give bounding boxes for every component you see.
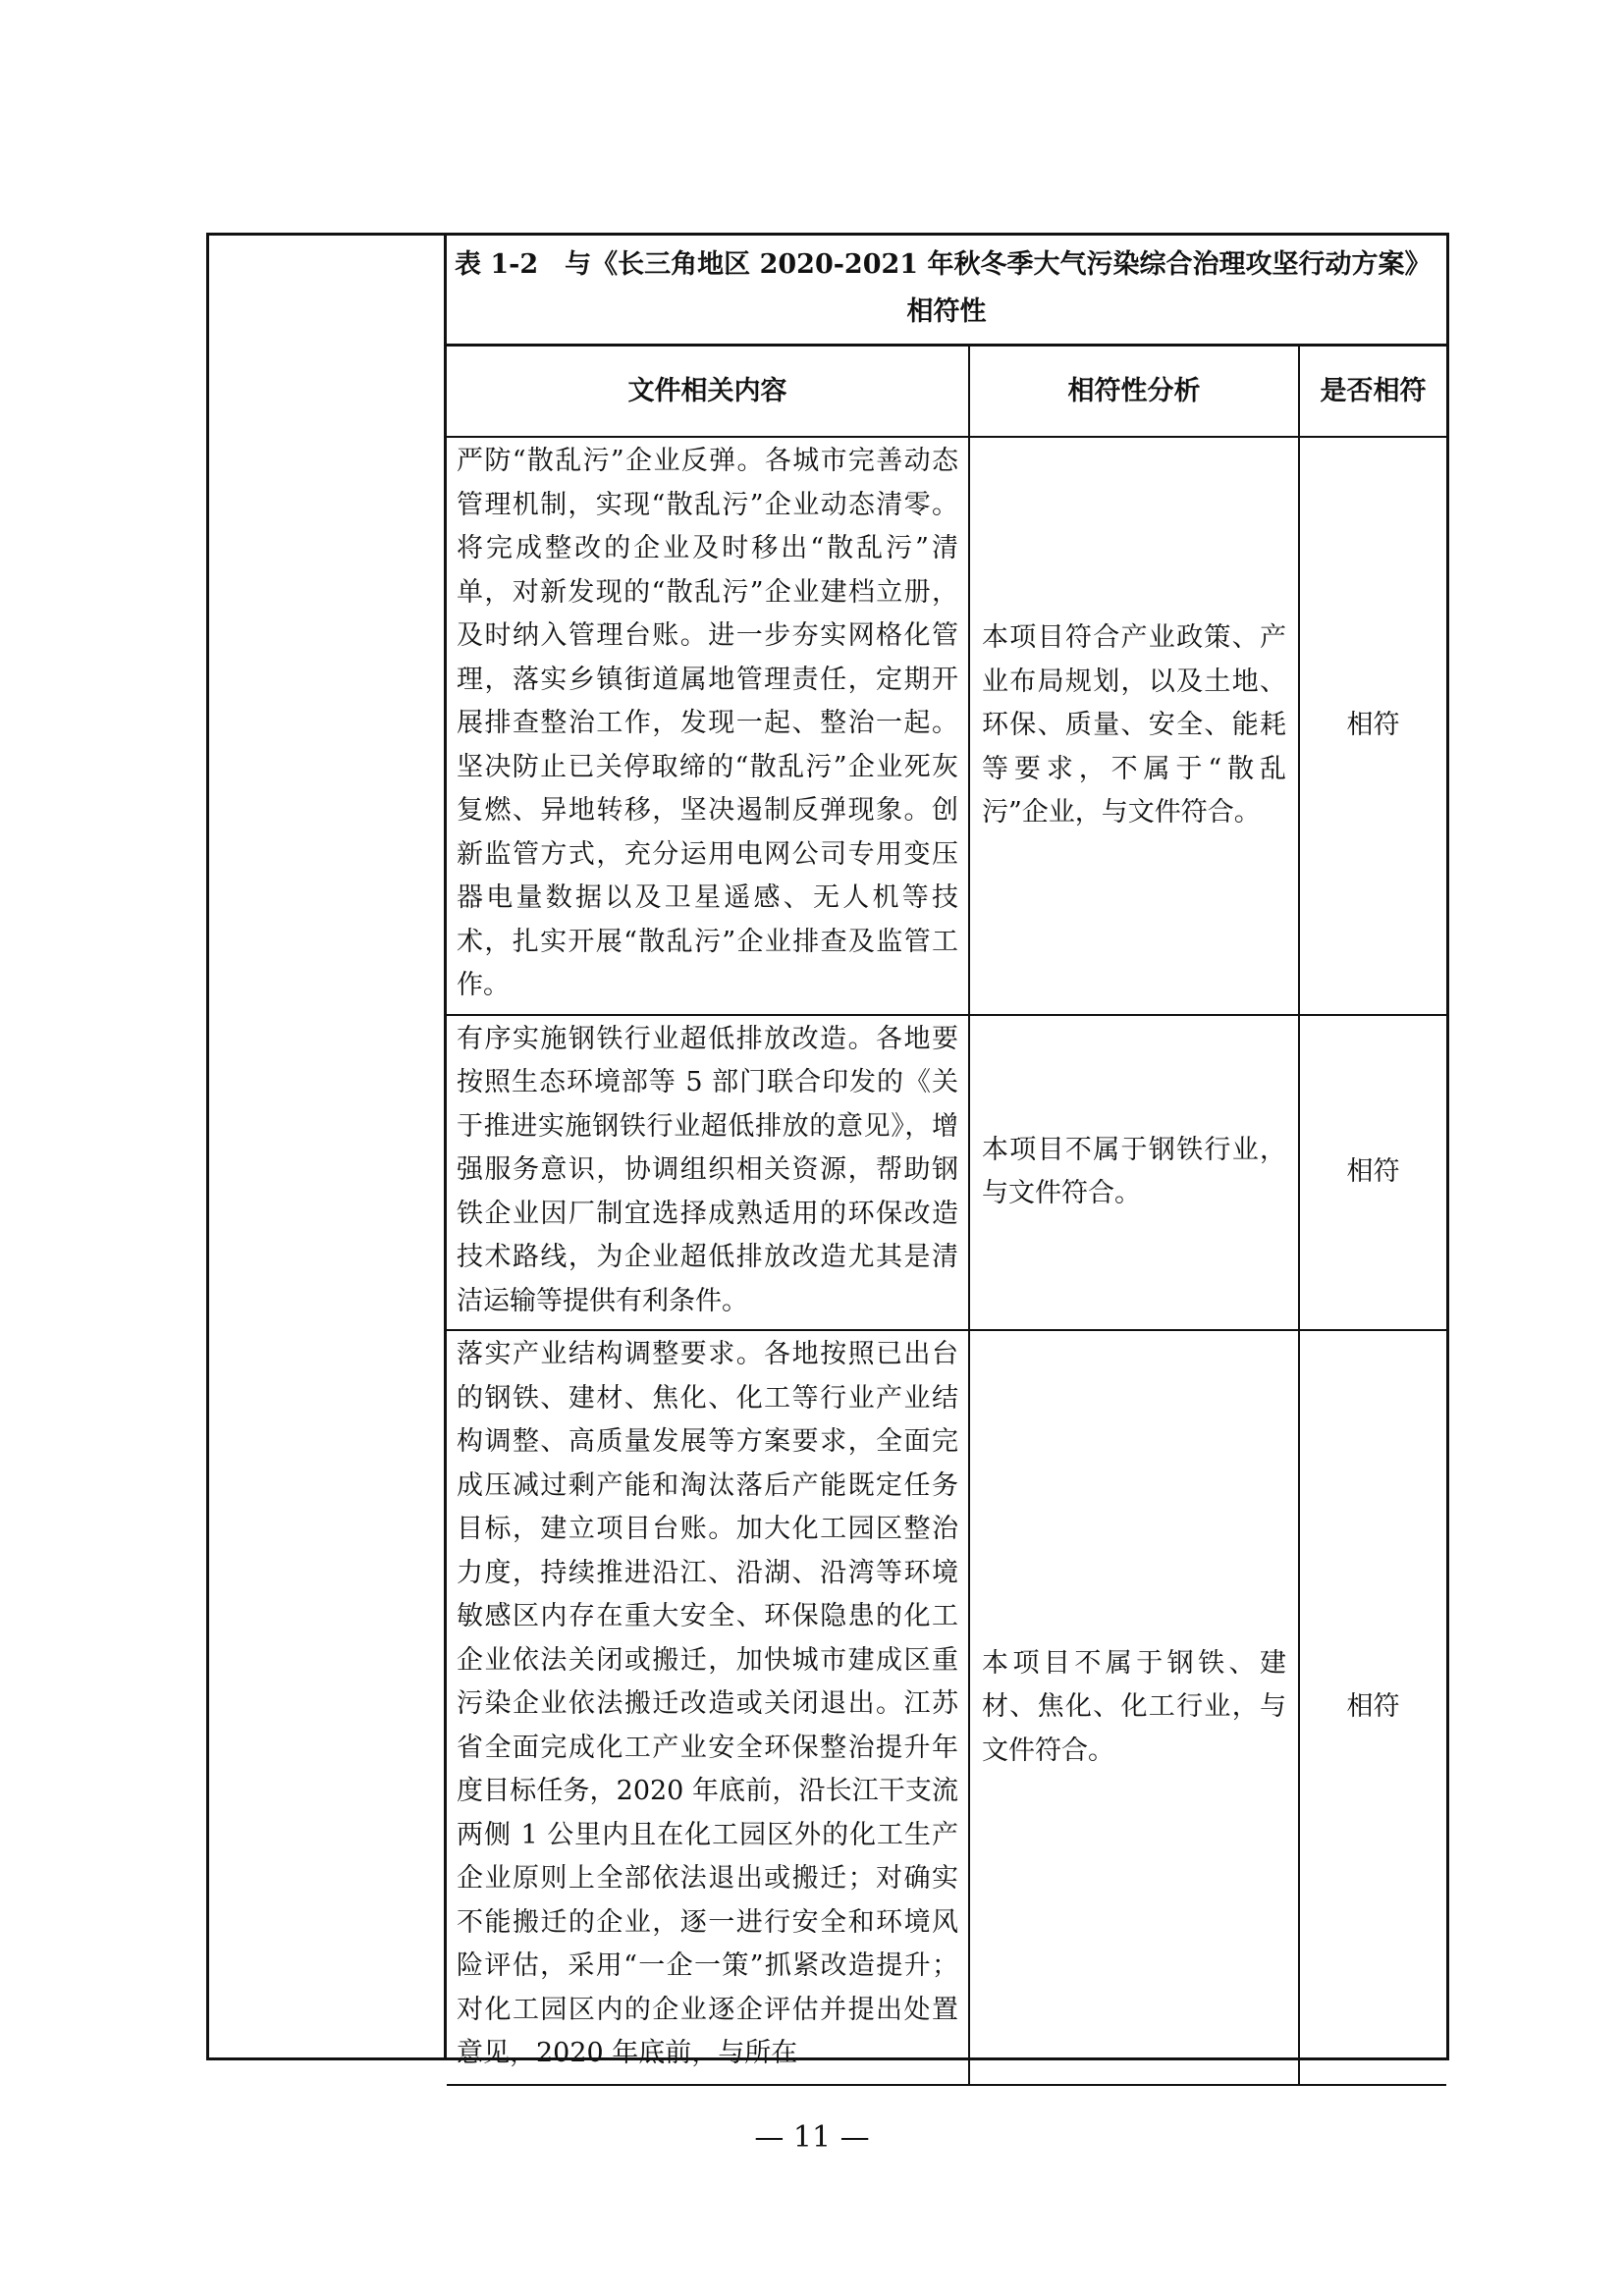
row-content: 严防“散乱污”企业反弹。各城市完善动态管理机制，实现“散乱污”企业动态清零。将完成整改的企业及时移出“散乱污”清单，对新发现的“散乱污”企业建档立册，及时纳入管理台账。进一步夯实网格化管理，落实乡镇街道属地管理责任，定期开展排查整治工作，发现一起、整治一起。坚决防止已关停取缔的“散乱污”企业死灰复燃、异地转移，坚决遏制反弹现象。创新监管方式，充分运用电网公司专用变压器电量数据以及卫星遥感、无人机等技术，扎实开展“散乱污”企业排查及监管工作。 <box>447 437 969 1015</box>
row-analysis: 本项目符合产业政策、产业布局规划，以及土地、环保、质量、安全、能耗等要求，不属于“散乱污”企业，与文件符合。 <box>969 437 1299 1015</box>
table-row <box>447 1330 1446 2085</box>
table-row <box>447 1015 1446 1331</box>
row-content: 落实产业结构调整要求。各地按照已出台的钢铁、建材、焦化、化工等行业产业结构调整、高质量发展等方案要求，全面完成压减过剩产能和淘汰落后产能既定任务目标，建立项目台账。加大化工园区整治力度，持续推进沿江、沿湖、沿湾等环境敏感区内存在重大安全、环保隐患的化工企业依法关闭或搬迁，加快城市建成区重污染企业依法搬迁改造或关闭退出。江苏省全面完成化工产业安全环保整治提升年度目标任务，2020 年底前，沿长江干支流两侧 1 公里内且在化工园区外的化工生产企业原则上全部依法退出或搬迁；对确实不能搬迁的企业，逐一进行安全和环境风险评估，采用“一企一策”抓紧改造提升；对化工园区内的企业逐企评估并提出处置意见，2020 年底前，与所在 <box>447 1330 969 2085</box>
page-number: — 11 — <box>754 2120 870 2155</box>
header-result: 是否相符 <box>1299 347 1446 437</box>
header-analysis: 相符性分析 <box>969 347 1299 437</box>
header-content: 文件相关内容 <box>447 347 969 437</box>
row-analysis: 本项目不属于钢铁行业，与文件符合。 <box>969 1015 1299 1331</box>
caption-line-1: 表 1-2 与《长三角地区 2020-2021 年秋冬季大气污染综合治理攻坚行动方案》 <box>455 249 1432 280</box>
table-row <box>447 437 1446 1015</box>
table-caption <box>447 236 1446 347</box>
row-content: 有序实施钢铁行业超低排放改造。各地要按照生态环境部等 5 部门联合印发的《关于推进实施钢铁行业超低排放的意见》，增强服务意识，协调组织相关资源，帮助钢铁企业因厂制宜选择成熟适用的环保改造技术路线，为企业超低排放改造尤其是清洁运输等提供有利条件。 <box>447 1015 969 1331</box>
row-result: 相符 <box>1299 1330 1446 2085</box>
table-header-row <box>447 347 1446 437</box>
caption-line-2: 相符性 <box>906 296 987 327</box>
row-result: 相符 <box>1299 1015 1446 1331</box>
conformity-table <box>447 347 1446 2086</box>
row-result: 相符 <box>1299 437 1446 1015</box>
row-analysis: 本项目不属于钢铁、建材、焦化、化工行业，与文件符合。 <box>969 1330 1299 2085</box>
